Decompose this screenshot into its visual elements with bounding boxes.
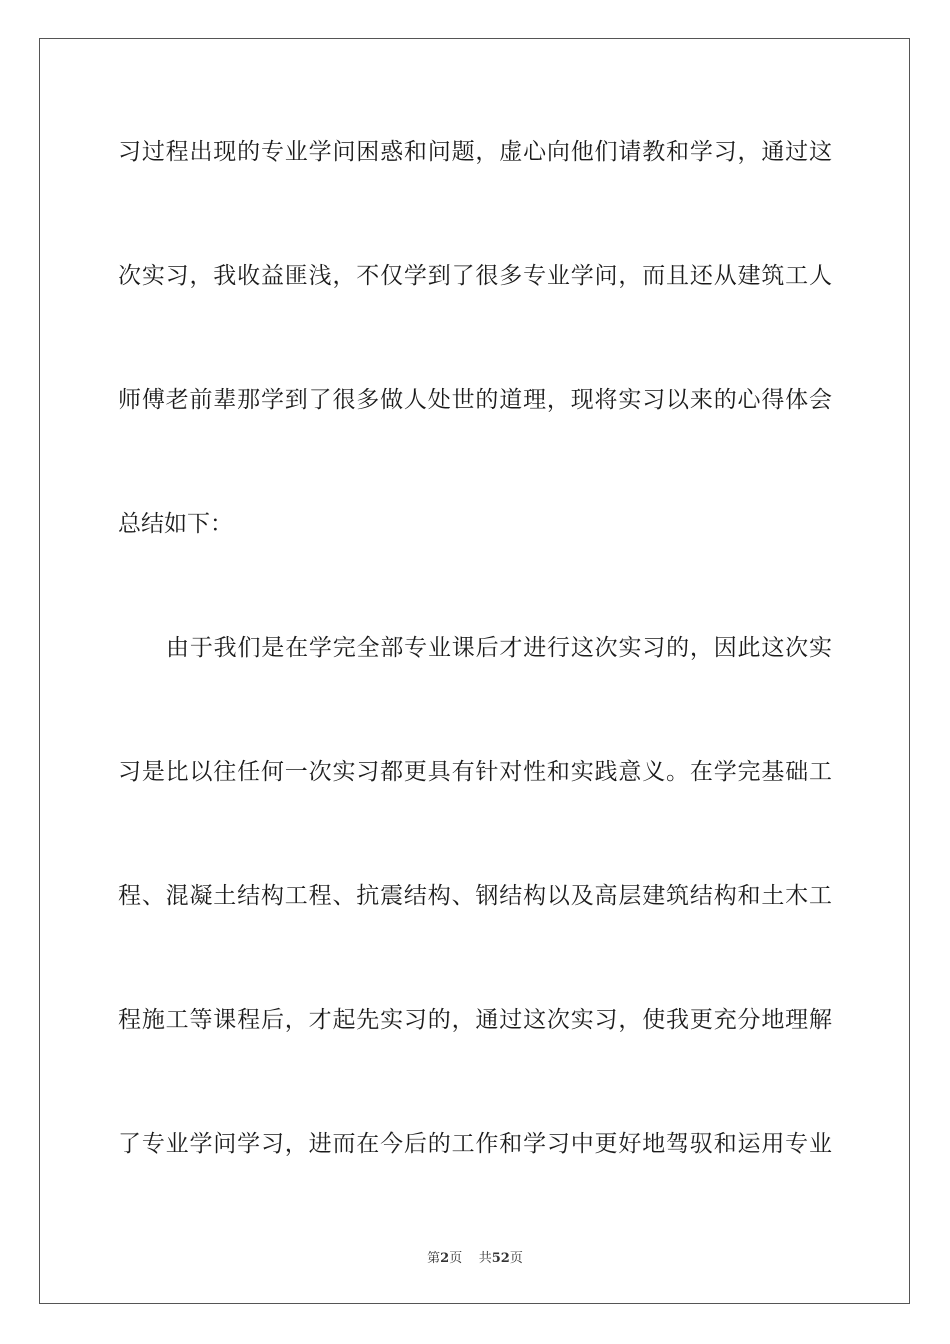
body-line-4: 总结如下： [118,511,233,537]
page-number: 2 [440,1251,450,1266]
page-suffix: 页 [449,1251,463,1266]
page-border [39,38,910,1304]
body-line-5: 由于我们是在学完全部专业课后才进行这次实习的，因此这次实 [166,635,832,661]
total-suffix: 页 [509,1251,523,1266]
total-pages: 52 [491,1251,510,1266]
body-line-6: 习是比以往任何一次实习都更具有针对性和实践意义。在学完基础工 [118,759,832,785]
body-line-7: 程、混凝土结构工程、抗震结构、钢结构以及高层建筑结构和土木工 [118,883,832,909]
body-line-8: 程施工等课程后，才起先实习的，通过这次实习，使我更充分地理解 [118,1007,832,1033]
body-line-2: 次实习，我收益匪浅，不仅学到了很多专业学问，而且还从建筑工人 [118,263,832,289]
body-line-9: 了专业学问学习，进而在今后的工作和学习中更好地驾驭和运用专业 [118,1131,832,1157]
total-prefix: 共 [478,1251,492,1266]
body-line-1: 习过程出现的专业学问困惑和问题，虚心向他们请教和学习，通过这 [118,139,832,165]
page-prefix: 第 [427,1251,441,1266]
body-line-3: 师傅老前辈那学到了很多做人处世的道理，现将实习以来的心得体会 [118,387,832,413]
page-footer [0,1247,950,1266]
